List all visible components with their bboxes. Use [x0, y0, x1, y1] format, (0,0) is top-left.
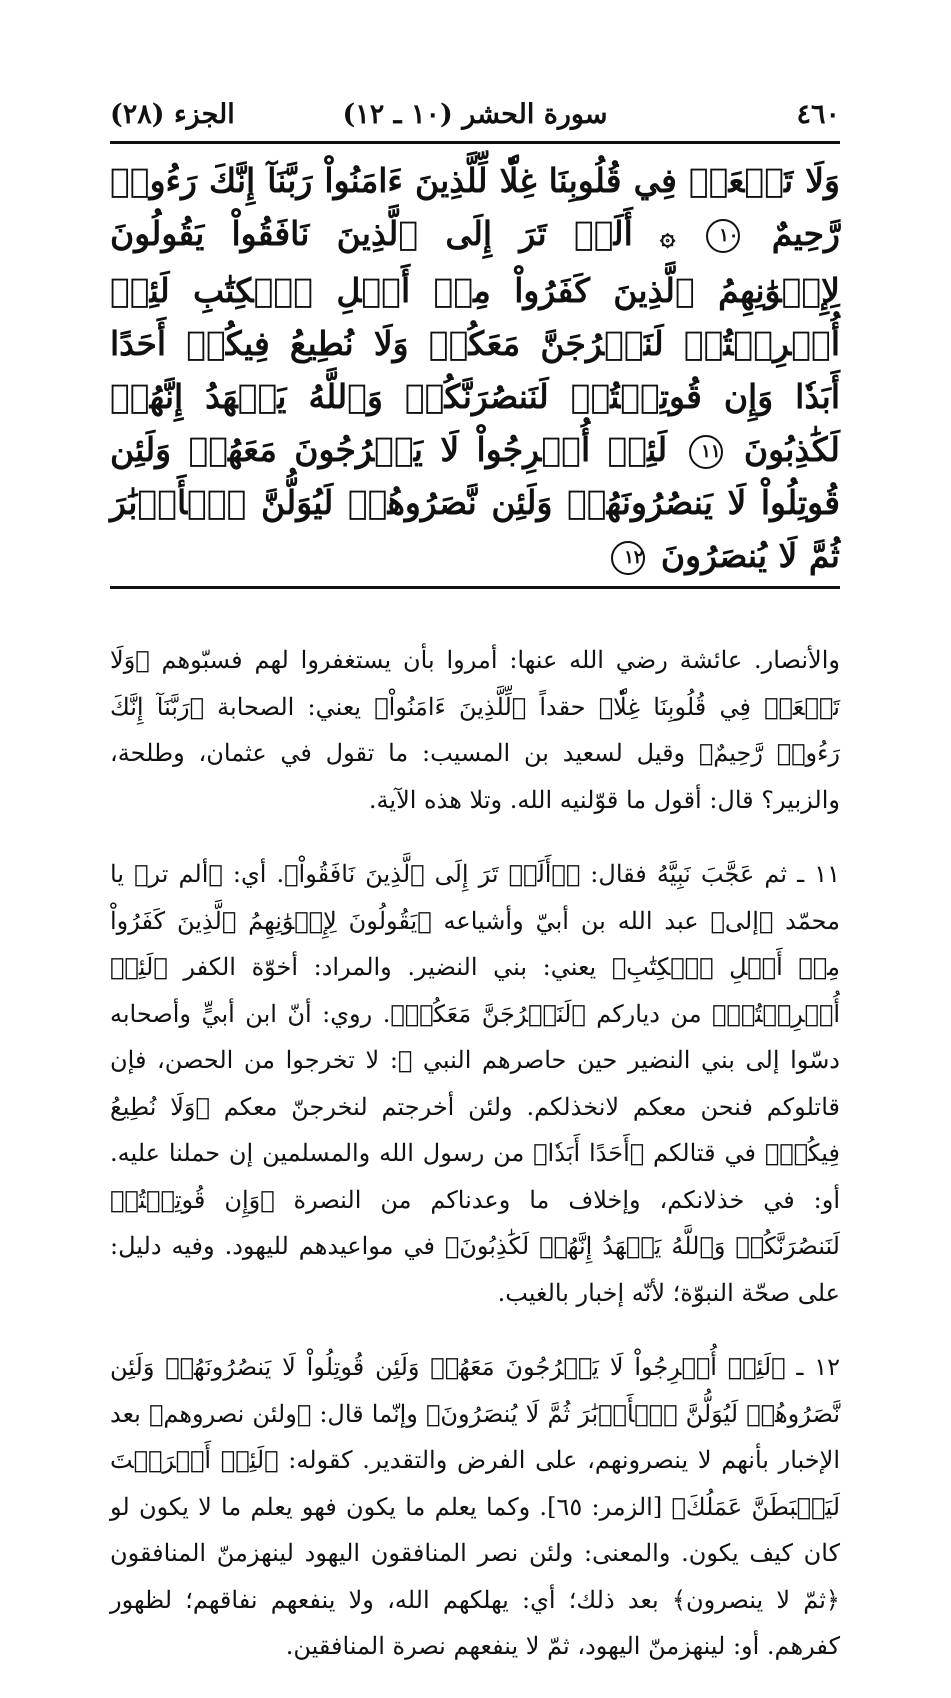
verse-10-number-icon: ١٠ — [706, 219, 740, 253]
quran-verses-block — [110, 144, 840, 586]
page-header — [110, 95, 840, 141]
commentary-body — [110, 637, 840, 1670]
verse-11-text: أَلَمۡ تَرَ إِلَى ٱلَّذِينَ نَافَقُواْ يَقُولُونَ لِإِخۡوَٰنِهِمُ ٱلَّذِينَ كَفَرُواْ مِنۡ أَهۡلِ ٱلۡكِتَٰبِ لَئِنۡ أُخۡرِجۡتُمۡ لَنَخۡرُجَنَّ مَعَكُمۡ وَلَا نُطِيعُ فِيكُمۡ أَحَدًا أَبَدٗا وَإِن قُوتِلۡتُمۡ لَنَنصُرَنَّكُمۡ وَٱللَّهُ يَشۡهَدُ إِنَّهُمۡ لَكَٰذِبُونَ — [110, 214, 840, 469]
commentary-paragraph-2: ١١ ـ ثم عَجَّبَ نَبِيَّهُ فقال: ﴿۞أَلَمۡ تَرَ إِلَى ٱلَّذِينَ نَافَقُواْ﴾. أي: ﴿ألم تر﴾ يا محمّد ﴿إلى﴾ عبد الله بن أبيّ وأشياعه ﴿يَقُولُونَ لِإِخۡوَٰنِهِمُ ٱلَّذِينَ كَفَرُواْ مِنۡ أَهۡلِ ٱلۡكِتَٰبِ﴾ يعني: بني النضير. والمراد: أخوّة الكفر ﴿لَئِنۡ أُخۡرِجۡتُمۡ﴾ من دياركم ﴿لَنَخۡرُجَنَّ مَعَكُمۡ﴾. روي: أنّ ابن أبيٍّ وأصحابه دسّوا إلى بني النضير حين حاصرهم النبي ﷺ: لا تخرجوا من الحصن، فإن قاتلوكم فنحن معكم لانخذلكم. ولئن أخرجتم لنخرجنّ معكم ﴿وَلَا نُطِيعُ فِيكُمۡ﴾ في قتالكم ﴿أَحَدًا أَبَدٗا﴾ من رسول الله والمسلمين إن حملنا عليه. أو: في خذلانكم، وإخلاف ما وعدناكم من النصرة ﴿وَإِن قُوتِلۡتُمۡ لَنَنصُرَنَّكُمۡ وَٱللَّهُ يَشۡهَدُ إِنَّهُمۡ لَكَٰذِبُونَ﴾ في مواعيدهم لليهود. وفيه دليل: على صحّة النبوّة؛ لأنّه إخبار بالغيب. — [110, 860, 840, 1307]
page-number: ٤٦٠ — [796, 99, 840, 130]
juz-label: الجزء (٢٨) — [110, 99, 235, 130]
book-page — [110, 95, 840, 1698]
verse-12-number-icon: ١٢ — [611, 541, 645, 575]
verse-10-text: وَلَا تَجۡعَلۡ فِي قُلُوبِنَا غِلّٗا لِّلَّذِينَ ءَامَنُواْ رَبَّنَآ إِنَّكَ رَءُوفٞ رَّحِيمٌ — [110, 161, 840, 253]
verse-12-text: لَئِنۡ أُخۡرِجُواْ لَا يَخۡرُجُونَ مَعَهُمۡ وَلَئِن قُوتِلُواْ لَا يَنصُرُونَهُمۡ وَلَئِن نَّصَرُوهُمۡ لَيُوَلُّنَّ ٱلۡأَدۡبَٰرَ ثُمَّ لَا يُنصَرُونَ — [110, 430, 840, 575]
surah-title: سورة الحشر (١٠ ـ ١٢) — [342, 99, 608, 130]
rub-el-hizb-icon: ۞ — [660, 222, 676, 252]
commentary-paragraph-1: والأنصار. عائشة رضي الله عنها: أمروا بأن يستغفروا لهم فسبّوهم ﴿وَلَا تَجۡعَلۡ فِي قُلُوبِنَا غِلّٗا﴾ حقداً ﴿لِّلَّذِينَ ءَامَنُواْ﴾ يعني: الصحابة ﴿رَبَّنَآ إِنَّكَ رَءُوفٞ رَّحِيمٌ﴾ وقيل لسعيد بن المسيب: ما تقول في عثمان، وطلحة، والزبير؟ قال: أقول ما قوّلنيه الله. وتلا هذه الآية. — [110, 646, 840, 814]
commentary-paragraph-3: ١٢ ـ ﴿لَئِنۡ أُخۡرِجُواْ لَا يَخۡرُجُونَ مَعَهُمۡ وَلَئِن قُوتِلُواْ لَا يَنصُرُونَهُمۡ وَلَئِن نَّصَرُوهُمۡ لَيُوَلُّنَّ ٱلۡأَدۡبَٰرَ ثُمَّ لَا يُنصَرُونَ﴾ وإنّما قال: ﴿ولئن نصروهم﴾ بعد الإخبار بأنهم لا ينصرونهم، على الفرض والتقدير. كقوله: ﴿لَئِنۡ أَشۡرَكۡتَ لَيَحۡبَطَنَّ عَمَلُكَ﴾ [الزمر: ٦٥]. وكما يعلم ما يكون فهو يعلم ما لا يكون لو كان كيف يكون. والمعنى: ولئن نصر المنافقون اليهود لينهزمنّ المنافقون ﴿ثمّ لا ينصرون﴾ بعد ذلك؛ أي: يهلكهم الله، ولا ينفعهم نفاقهم؛ لظهور كفرهم. أو: لينهزمنّ اليهود، ثمّ لا ينفعهم نصرة المنافقين. — [110, 1353, 841, 1660]
verse-11-number-icon: ١١ — [689, 435, 723, 469]
verses-rule — [110, 586, 840, 589]
